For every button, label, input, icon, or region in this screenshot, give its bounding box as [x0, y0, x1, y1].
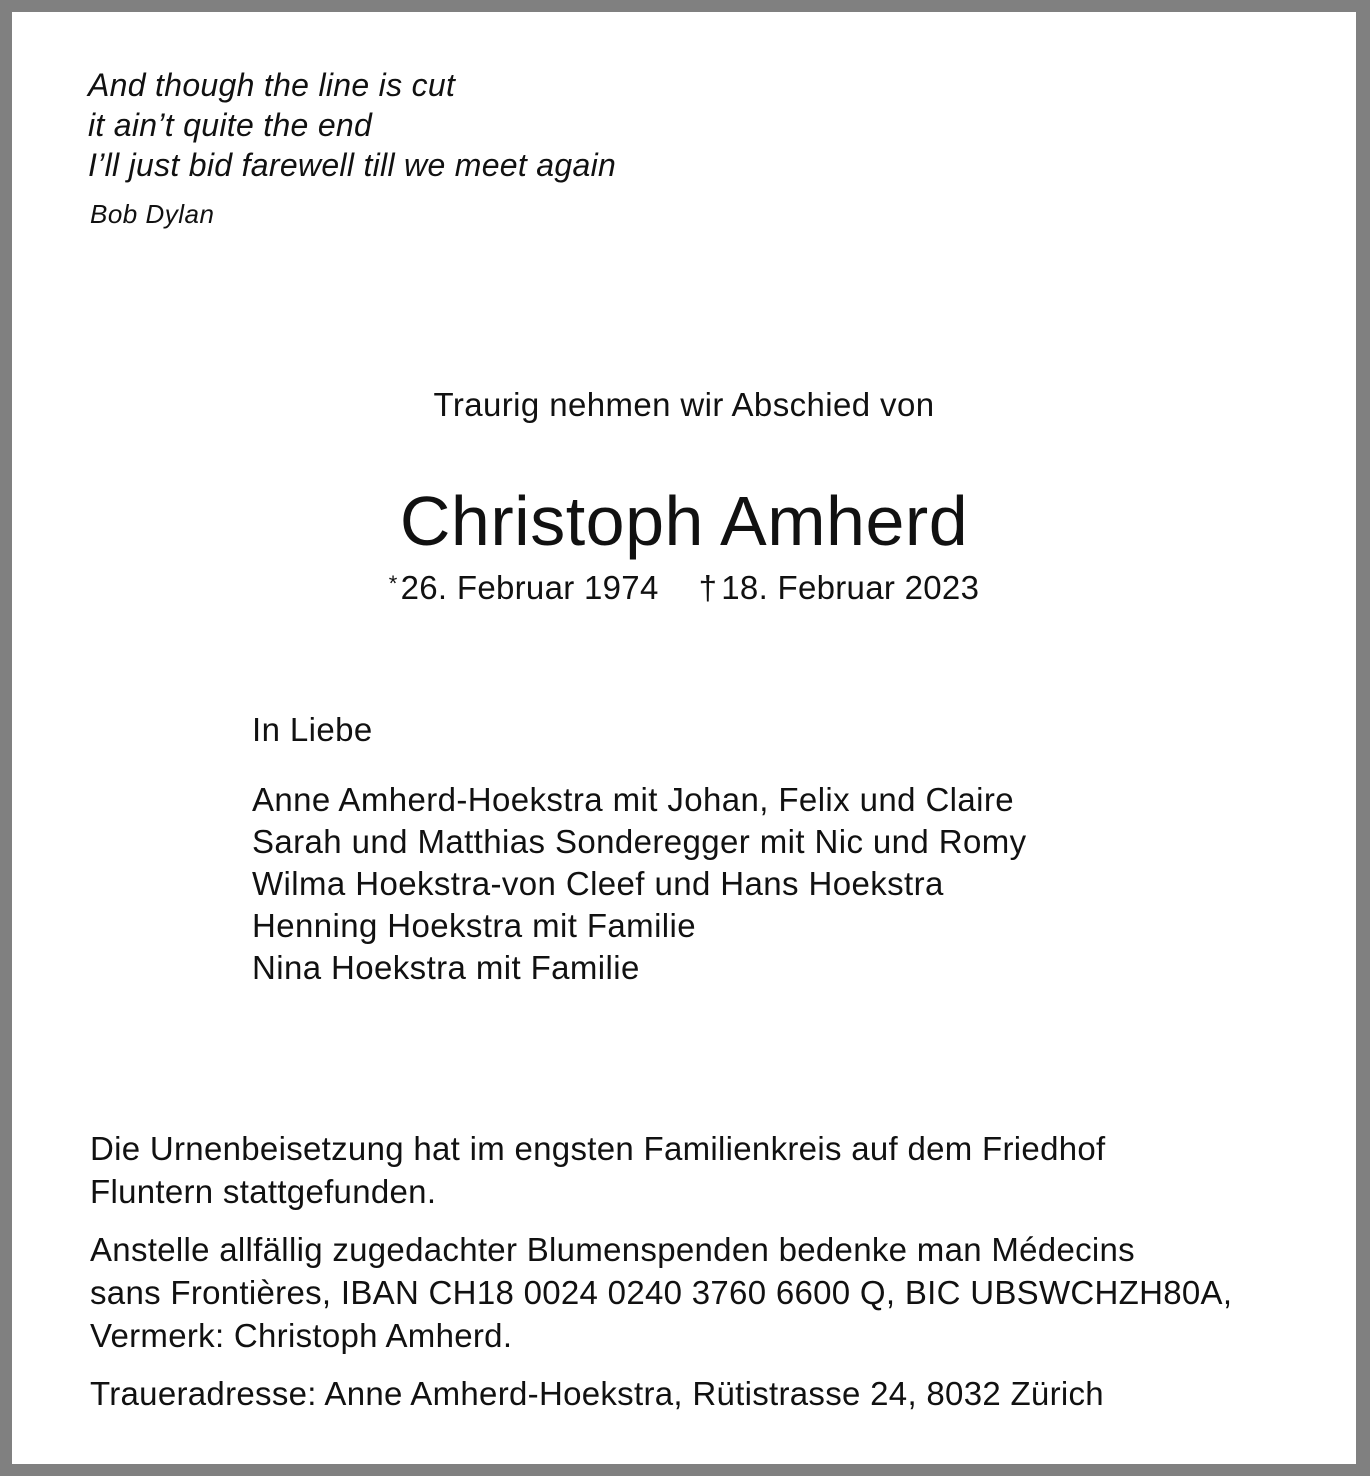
mourning-address: Traueradresse: Anne Amherd-Hoekstra, Rütistrasse 24, 8032 Zürich: [90, 1375, 1104, 1412]
mourners-heading: In Liebe: [252, 711, 373, 748]
donation-note: [90, 1228, 1320, 1357]
burial-note: [90, 1127, 1320, 1213]
intro-text: Traurig nehmen wir Abschied von: [433, 386, 935, 423]
quote-line: And though the line is cut: [88, 67, 456, 103]
birth-date: 26. Februar 1974: [400, 569, 659, 606]
quote-author: Bob Dylan: [90, 199, 215, 229]
quote-line: it ain’t quite the end: [88, 107, 373, 143]
life-dates: [12, 569, 1356, 607]
quote-line: I’ll just bid farewell till we meet again: [88, 147, 617, 183]
mourner-entry: Sarah und Matthias Sonderegger mit Nic und Romy: [252, 823, 1027, 860]
epigraph-quote: [88, 65, 616, 185]
mourner-entry: Anne Amherd-Hoekstra mit Johan, Felix und Claire: [252, 781, 1015, 818]
obituary-notice: [12, 12, 1356, 1464]
birth-symbol: *: [388, 571, 398, 596]
mourner-entry: Nina Hoekstra mit Familie: [252, 949, 640, 986]
donation-line: Vermerk: Christoph Amherd.: [90, 1317, 513, 1354]
donation-line: Anstelle allfällig zugedachter Blumenspenden bedenke man Médecins: [90, 1231, 1135, 1268]
death-date: 18. Februar 2023: [721, 569, 980, 606]
burial-line: Fluntern stattgefunden.: [90, 1173, 437, 1210]
deceased-name: Christoph Amherd: [399, 482, 969, 560]
mourner-entry: Henning Hoekstra mit Familie: [252, 907, 697, 944]
donation-line: sans Frontières, IBAN CH18 0024 0240 3760 6600 Q, BIC UBSWCHZH80A,: [90, 1274, 1233, 1311]
mourners-list: [252, 779, 1027, 989]
burial-line: Die Urnenbeisetzung hat im engsten Familienkreis auf dem Friedhof: [90, 1130, 1106, 1167]
death-symbol: †: [698, 569, 718, 606]
mourner-entry: Wilma Hoekstra-von Cleef und Hans Hoekstra: [252, 865, 944, 902]
